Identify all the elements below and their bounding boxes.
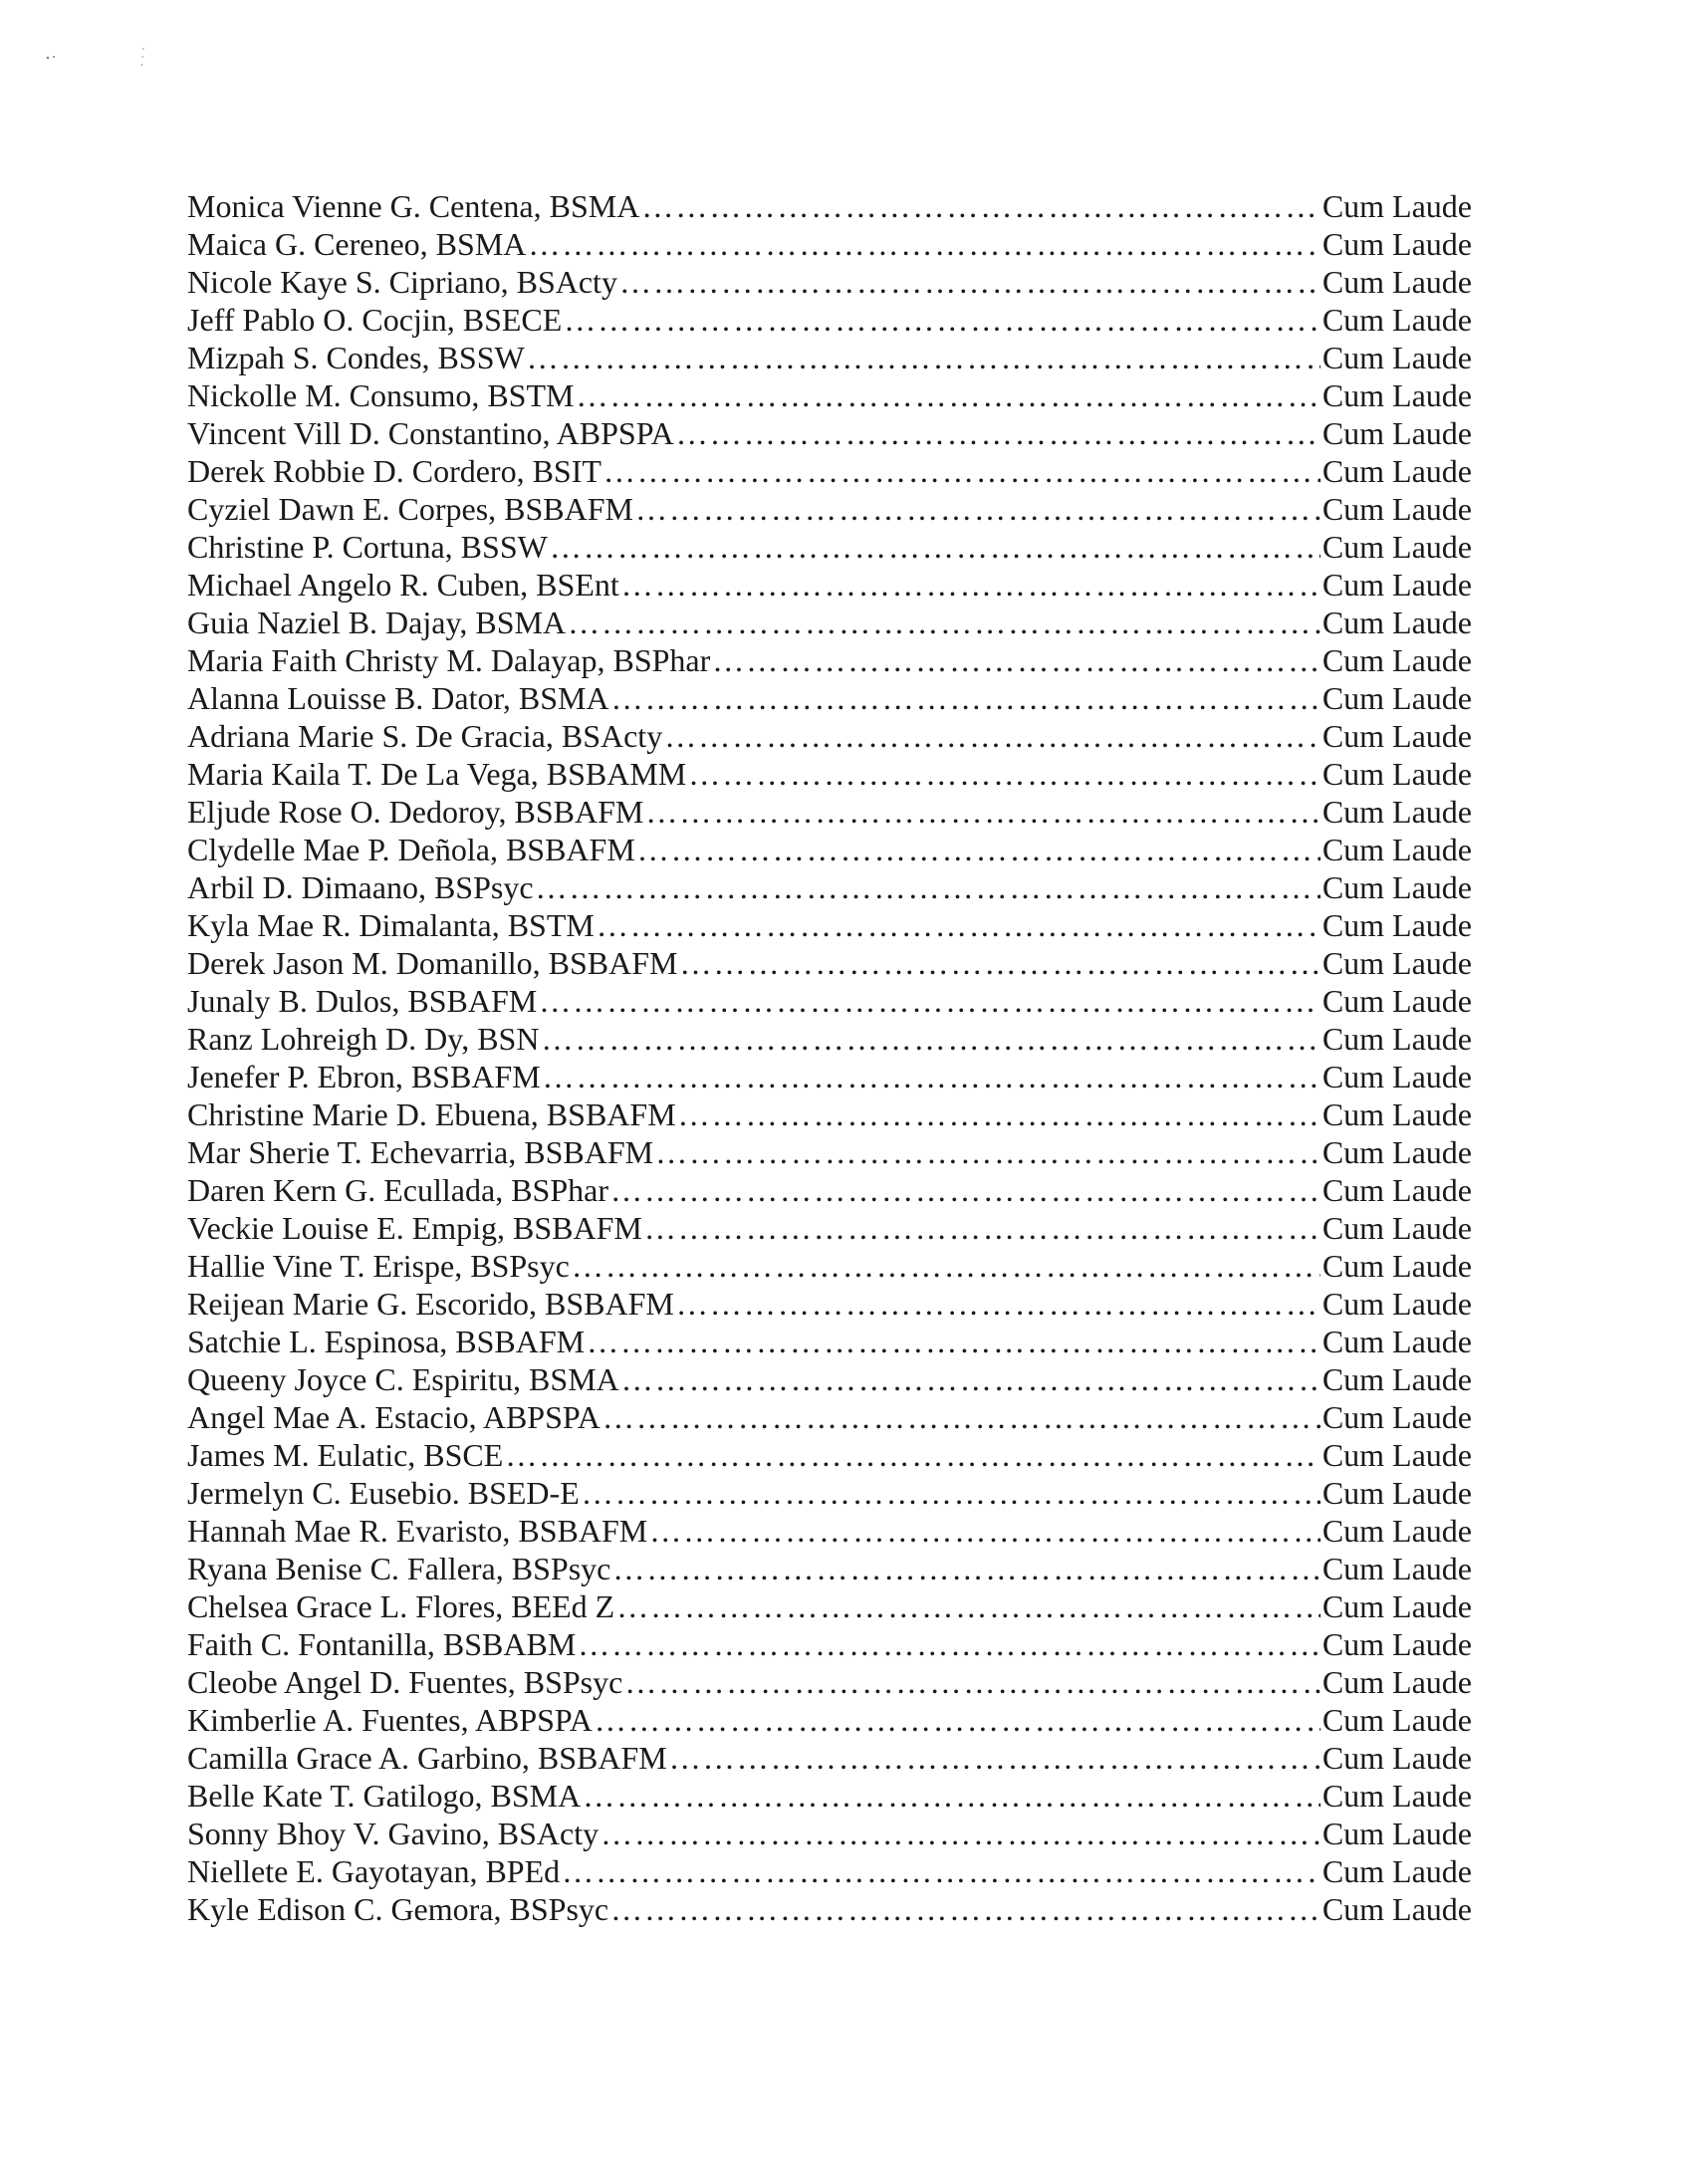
dot-leader xyxy=(644,1209,1321,1247)
dot-leader xyxy=(611,679,1321,717)
award-label: Cum Laude xyxy=(1322,1475,1472,1511)
award-label: Cum Laude xyxy=(1322,1021,1472,1057)
honors-list xyxy=(187,187,1472,1928)
dot-leader xyxy=(576,376,1320,414)
honor-row xyxy=(187,1171,1472,1209)
award-label: Cum Laude xyxy=(1322,453,1472,489)
dot-leader xyxy=(635,490,1321,528)
honor-row xyxy=(187,944,1472,982)
dot-leader xyxy=(597,906,1321,944)
graduate-name: Sonny Bhoy V. Gavino, BSActy xyxy=(187,1816,600,1851)
dot-leader xyxy=(678,1095,1321,1133)
award-label: Cum Laude xyxy=(1322,377,1472,413)
dot-leader xyxy=(564,301,1321,339)
graduate-name: Hannah Mae R. Evaristo, BSBAFM xyxy=(187,1513,648,1549)
honor-row xyxy=(187,1020,1472,1058)
graduate-name: Michael Angelo R. Cuben, BSEnt xyxy=(187,567,619,603)
award-label: Cum Laude xyxy=(1322,264,1472,300)
graduate-name: Belle Kate T. Gatilogo, BSMA xyxy=(187,1778,582,1814)
honor-row xyxy=(187,1587,1472,1625)
award-label: Cum Laude xyxy=(1322,1248,1472,1284)
honor-row xyxy=(187,414,1472,452)
honor-row xyxy=(187,831,1472,868)
graduate-name: Jenefer P. Ebron, BSBAFM xyxy=(187,1059,541,1094)
graduate-name: Derek Jason M. Domanillo, BSBAFM xyxy=(187,945,678,981)
graduate-name: Veckie Louise E. Empig, BSBAFM xyxy=(187,1210,642,1246)
honor-row xyxy=(187,679,1472,717)
dot-leader xyxy=(568,604,1321,641)
dot-leader xyxy=(621,566,1321,604)
award-label: Cum Laude xyxy=(1322,1437,1472,1473)
award-label: Cum Laude xyxy=(1322,1059,1472,1094)
graduate-name: Reijean Marie G. Escorido, BSBAFM xyxy=(187,1286,674,1322)
graduate-name: Ryana Benise C. Fallera, BSPsyc xyxy=(187,1551,611,1586)
dot-leader xyxy=(583,1777,1321,1815)
dot-leader xyxy=(595,1701,1321,1739)
honor-row xyxy=(187,1625,1472,1663)
dot-leader xyxy=(582,1474,1321,1512)
honor-row xyxy=(187,717,1472,755)
graduate-name: Derek Robbie D. Cordero, BSIT xyxy=(187,453,602,489)
honor-row xyxy=(187,225,1472,263)
honor-row xyxy=(187,1663,1472,1701)
graduate-name: Satchie L. Espinosa, BSBAFM xyxy=(187,1324,586,1359)
award-label: Cum Laude xyxy=(1322,340,1472,375)
dot-leader xyxy=(676,1285,1321,1323)
honor-row xyxy=(187,490,1472,528)
graduate-name: Guia Naziel B. Dajay, BSMA xyxy=(187,605,567,640)
award-label: Cum Laude xyxy=(1322,983,1472,1019)
award-label: Cum Laude xyxy=(1322,869,1472,905)
honor-row xyxy=(187,1247,1472,1285)
honor-row xyxy=(187,339,1472,376)
dot-leader xyxy=(562,1852,1321,1890)
dot-leader xyxy=(550,528,1321,566)
graduate-name: Nicole Kaye S. Cipriano, BSActy xyxy=(187,264,617,300)
graduate-name: Kyla Mae R. Dimalanta, BSTM xyxy=(187,907,595,943)
graduate-name: Maica G. Cereneo, BSMA xyxy=(187,226,527,262)
honor-row xyxy=(187,1701,1472,1739)
dot-leader xyxy=(679,944,1320,982)
dot-leader xyxy=(616,1587,1321,1625)
honor-row xyxy=(187,868,1472,906)
honor-row xyxy=(187,1777,1472,1815)
graduate-name: Maria Kaila T. De La Vega, BSBAMM xyxy=(187,756,687,792)
honor-row xyxy=(187,301,1472,339)
dot-leader xyxy=(619,263,1321,301)
honor-row xyxy=(187,1890,1472,1928)
graduate-name: Chelsea Grace L. Flores, BEEd Z xyxy=(187,1588,615,1624)
honor-row xyxy=(187,1550,1472,1587)
honor-row xyxy=(187,793,1472,831)
dot-leader xyxy=(527,339,1321,376)
dot-leader xyxy=(712,641,1321,679)
graduate-name: Maria Faith Christy M. Dalayap, BSPhar xyxy=(187,642,711,678)
award-label: Cum Laude xyxy=(1322,1702,1472,1738)
dot-leader xyxy=(645,793,1320,831)
dot-leader xyxy=(637,831,1321,868)
award-label: Cum Laude xyxy=(1322,945,1472,981)
award-label: Cum Laude xyxy=(1322,756,1472,792)
dot-leader xyxy=(603,452,1321,490)
award-label: Cum Laude xyxy=(1322,1324,1472,1359)
honor-row xyxy=(187,1398,1472,1436)
honor-row xyxy=(187,187,1472,225)
award-label: Cum Laude xyxy=(1322,1853,1472,1889)
award-label: Cum Laude xyxy=(1322,415,1472,451)
graduate-name: James M. Eulatic, BSCE xyxy=(187,1437,504,1473)
honor-row xyxy=(187,1323,1472,1360)
dot-leader xyxy=(541,1020,1320,1058)
honor-row xyxy=(187,1058,1472,1095)
dot-leader xyxy=(655,1133,1321,1171)
award-label: Cum Laude xyxy=(1322,642,1472,678)
graduate-name: Angel Mae A. Estacio, ABPSPA xyxy=(187,1399,601,1435)
award-label: Cum Laude xyxy=(1322,1588,1472,1624)
award-label: Cum Laude xyxy=(1322,1778,1472,1814)
award-label: Cum Laude xyxy=(1322,1626,1472,1662)
award-label: Cum Laude xyxy=(1322,907,1472,943)
dot-leader xyxy=(528,225,1320,263)
graduate-name: Hallie Vine T. Erispe, BSPsyc xyxy=(187,1248,570,1284)
honor-row xyxy=(187,1474,1472,1512)
dot-leader xyxy=(624,1663,1320,1701)
award-label: Cum Laude xyxy=(1322,1513,1472,1549)
award-label: Cum Laude xyxy=(1322,718,1472,754)
honor-row xyxy=(187,1360,1472,1398)
dot-leader xyxy=(676,414,1321,452)
award-label: Cum Laude xyxy=(1322,1551,1472,1586)
honor-row xyxy=(187,1815,1472,1852)
dot-leader xyxy=(602,1398,1321,1436)
award-label: Cum Laude xyxy=(1322,226,1472,262)
award-label: Cum Laude xyxy=(1322,1891,1472,1927)
honor-row xyxy=(187,1095,1472,1133)
graduate-name: Kyle Edison C. Gemora, BSPsyc xyxy=(187,1891,609,1927)
dot-leader xyxy=(572,1247,1321,1285)
graduate-name: Daren Kern G. Ecullada, BSPhar xyxy=(187,1172,608,1208)
award-label: Cum Laude xyxy=(1322,680,1472,716)
honor-row xyxy=(187,906,1472,944)
scan-speck-marks xyxy=(40,40,159,80)
dot-leader xyxy=(543,1058,1321,1095)
graduate-name: Kimberlie A. Fuentes, ABPSPA xyxy=(187,1702,593,1738)
graduate-name: Vincent Vill D. Constantino, ABPSPA xyxy=(187,415,674,451)
dot-leader xyxy=(539,982,1321,1020)
award-label: Cum Laude xyxy=(1322,1286,1472,1322)
dot-leader xyxy=(578,1625,1321,1663)
dot-leader xyxy=(601,1815,1321,1852)
honor-row xyxy=(187,452,1472,490)
graduate-name: Mizpah S. Condes, BSSW xyxy=(187,340,525,375)
award-label: Cum Laude xyxy=(1322,1096,1472,1132)
graduate-name: Eljude Rose O. Dedoroy, BSBAFM xyxy=(187,794,644,830)
graduate-name: Clydelle Mae P. Deñola, BSBAFM xyxy=(187,832,635,867)
graduate-name: Faith C. Fontanilla, BSBABM xyxy=(187,1626,577,1662)
dot-leader xyxy=(505,1436,1321,1474)
award-label: Cum Laude xyxy=(1322,529,1472,565)
honor-row xyxy=(187,528,1472,566)
honor-row xyxy=(187,1512,1472,1550)
honor-row xyxy=(187,1209,1472,1247)
award-label: Cum Laude xyxy=(1322,1664,1472,1700)
graduate-name: Queeny Joyce C. Espiritu, BSMA xyxy=(187,1361,619,1397)
honor-row xyxy=(187,1852,1472,1890)
dot-leader xyxy=(664,717,1321,755)
award-label: Cum Laude xyxy=(1322,1134,1472,1170)
award-label: Cum Laude xyxy=(1322,1399,1472,1435)
dot-leader xyxy=(621,1360,1321,1398)
award-label: Cum Laude xyxy=(1322,491,1472,527)
dot-leader xyxy=(610,1890,1321,1928)
graduate-name: Monica Vienne G. Centena, BSMA xyxy=(187,188,640,224)
graduate-name: Cyziel Dawn E. Corpes, BSBAFM xyxy=(187,491,633,527)
honor-row xyxy=(187,982,1472,1020)
graduate-name: Junaly B. Dulos, BSBAFM xyxy=(187,983,538,1019)
honor-row xyxy=(187,1285,1472,1323)
graduate-name: Jeff Pablo O. Cocjin, BSECE xyxy=(187,302,563,338)
honor-row xyxy=(187,263,1472,301)
graduate-name: Niellete E. Gayotayan, BPEd xyxy=(187,1853,561,1889)
award-label: Cum Laude xyxy=(1322,794,1472,830)
award-label: Cum Laude xyxy=(1322,567,1472,603)
graduate-name: Mar Sherie T. Echevarria, BSBAFM xyxy=(187,1134,654,1170)
graduate-name: Alanna Louisse B. Dator, BSMA xyxy=(187,680,609,716)
dot-leader xyxy=(612,1550,1320,1587)
dot-leader xyxy=(641,187,1321,225)
honor-row xyxy=(187,1436,1472,1474)
dot-leader xyxy=(669,1739,1321,1777)
dot-leader xyxy=(649,1512,1321,1550)
award-label: Cum Laude xyxy=(1322,1816,1472,1851)
award-label: Cum Laude xyxy=(1322,302,1472,338)
honor-row xyxy=(187,755,1472,793)
graduate-name: Adriana Marie S. De Gracia, BSActy xyxy=(187,718,663,754)
award-label: Cum Laude xyxy=(1322,1361,1472,1397)
graduate-name: Christine Marie D. Ebuena, BSBAFM xyxy=(187,1096,676,1132)
award-label: Cum Laude xyxy=(1322,188,1472,224)
graduate-name: Nickolle M. Consumo, BSTM xyxy=(187,377,575,413)
honor-row xyxy=(187,641,1472,679)
graduate-name: Christine P. Cortuna, BSSW xyxy=(187,529,548,565)
dot-leader xyxy=(536,868,1321,906)
graduate-name: Ranz Lohreigh D. Dy, BSN xyxy=(187,1021,540,1057)
award-label: Cum Laude xyxy=(1322,1172,1472,1208)
award-label: Cum Laude xyxy=(1322,1740,1472,1776)
award-label: Cum Laude xyxy=(1322,605,1472,640)
award-label: Cum Laude xyxy=(1322,832,1472,867)
honor-row xyxy=(187,1739,1472,1777)
graduate-name: Jermelyn C. Eusebio. BSED-E xyxy=(187,1475,580,1511)
dot-leader xyxy=(688,755,1321,793)
honor-row xyxy=(187,1133,1472,1171)
graduate-name: Arbil D. Dimaano, BSPsyc xyxy=(187,869,534,905)
honor-row xyxy=(187,566,1472,604)
award-label: Cum Laude xyxy=(1322,1210,1472,1246)
dot-leader xyxy=(587,1323,1321,1360)
honor-row xyxy=(187,604,1472,641)
graduate-name: Camilla Grace A. Garbino, BSBAFM xyxy=(187,1740,667,1776)
graduate-name: Cleobe Angel D. Fuentes, BSPsyc xyxy=(187,1664,623,1700)
honor-row xyxy=(187,376,1472,414)
dot-leader xyxy=(610,1171,1321,1209)
